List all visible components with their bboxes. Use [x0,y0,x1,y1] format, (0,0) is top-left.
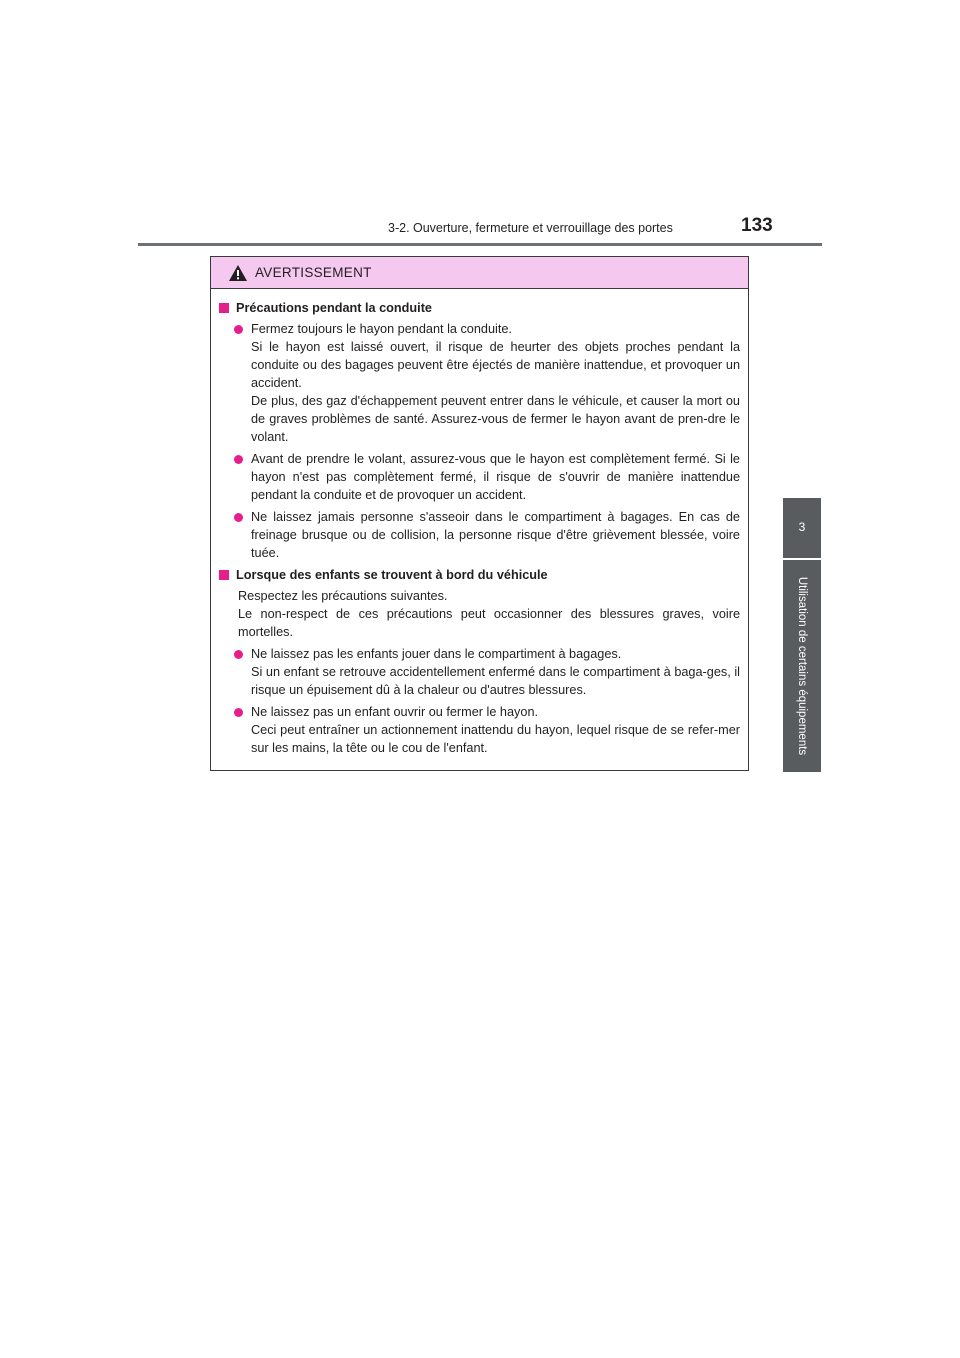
round-bullet-icon [234,650,243,659]
section-children-on-board [219,566,740,757]
square-bullet-icon [219,570,229,580]
bullet-text: Ne laissez pas les enfants jouer dans le compartiment à bagages. Si un enfant se retrouve accidentellement enfermé dans le compartiment à baga-ges, il risque un épuisement dû à la chaleur ou d'autres blessures. [251,647,740,697]
section-title-text: Lorsque des enfants se trouvent à bord du véhicule [236,568,548,582]
warning-triangle-icon [228,264,248,282]
page-number: 133 [741,215,773,236]
section-title [219,299,740,317]
bullet-item [234,450,740,504]
chapter-tab [783,498,821,558]
bullet-text: Avant de prendre le volant, assurez-vous que le hayon est complètement fermé. Si le hayon n'est pas complètement fermé, il risque de s'ouvrir de manière inattendue pendant la conduite et de provoquer un accident. [251,452,740,502]
bullet-text: Ne laissez jamais personne s'asseoir dans le compartiment à bagages. En cas de freinage brusque ou de collision, la personne risque d'être grièvement blessée, voire tuée. [251,510,740,560]
round-bullet-icon [234,455,243,464]
round-bullet-icon [234,513,243,522]
section-driving-precautions [219,299,740,562]
chapter-title-tab [783,560,821,772]
warning-header [211,257,748,289]
section-title-text: Précautions pendant la conduite [236,301,432,315]
section-intro: Respectez les précautions suivantes. Le non-respect de ces précautions peut occasionner des blessures graves, voire mortelles. [238,589,740,639]
bullet-text: Ne laissez pas un enfant ouvrir ou fermer le hayon. Ceci peut entraîner un actionnement inattendu du hayon, lequel risque de se refer-mer sur les mains, la tête ou le cou de l'enfant. [251,705,740,755]
bullet-text: Fermez toujours le hayon pendant la conduite. Si le hayon est laissé ouvert, il risque de heurter des objets proches pendant la conduite ou des bagages peuvent être éjectés de manière inattendue, et provoquer un accident. De plus, des gaz d'échappement peuvent entrer dans le véhicule, et causer la mort ou de graves problèmes de santé. Assurez-vous de fermer le hayon avant de pren-dre le volant. [251,322,740,444]
warning-box [210,256,749,771]
round-bullet-icon [234,325,243,334]
section-title [219,566,740,584]
header-divider [138,243,822,246]
warning-title: AVERTISSEMENT [255,265,372,280]
bullet-item [234,703,740,757]
round-bullet-icon [234,708,243,717]
bullet-item [234,320,740,446]
bullet-item [234,645,740,699]
chapter-number: 3 [798,520,806,534]
square-bullet-icon [219,303,229,313]
warning-body [211,289,748,757]
running-header-section: 3-2. Ouverture, fermeture et verrouillage des portes [388,221,673,235]
chapter-title: Utilisation de certains équipements [796,576,808,756]
bullet-item [234,508,740,562]
